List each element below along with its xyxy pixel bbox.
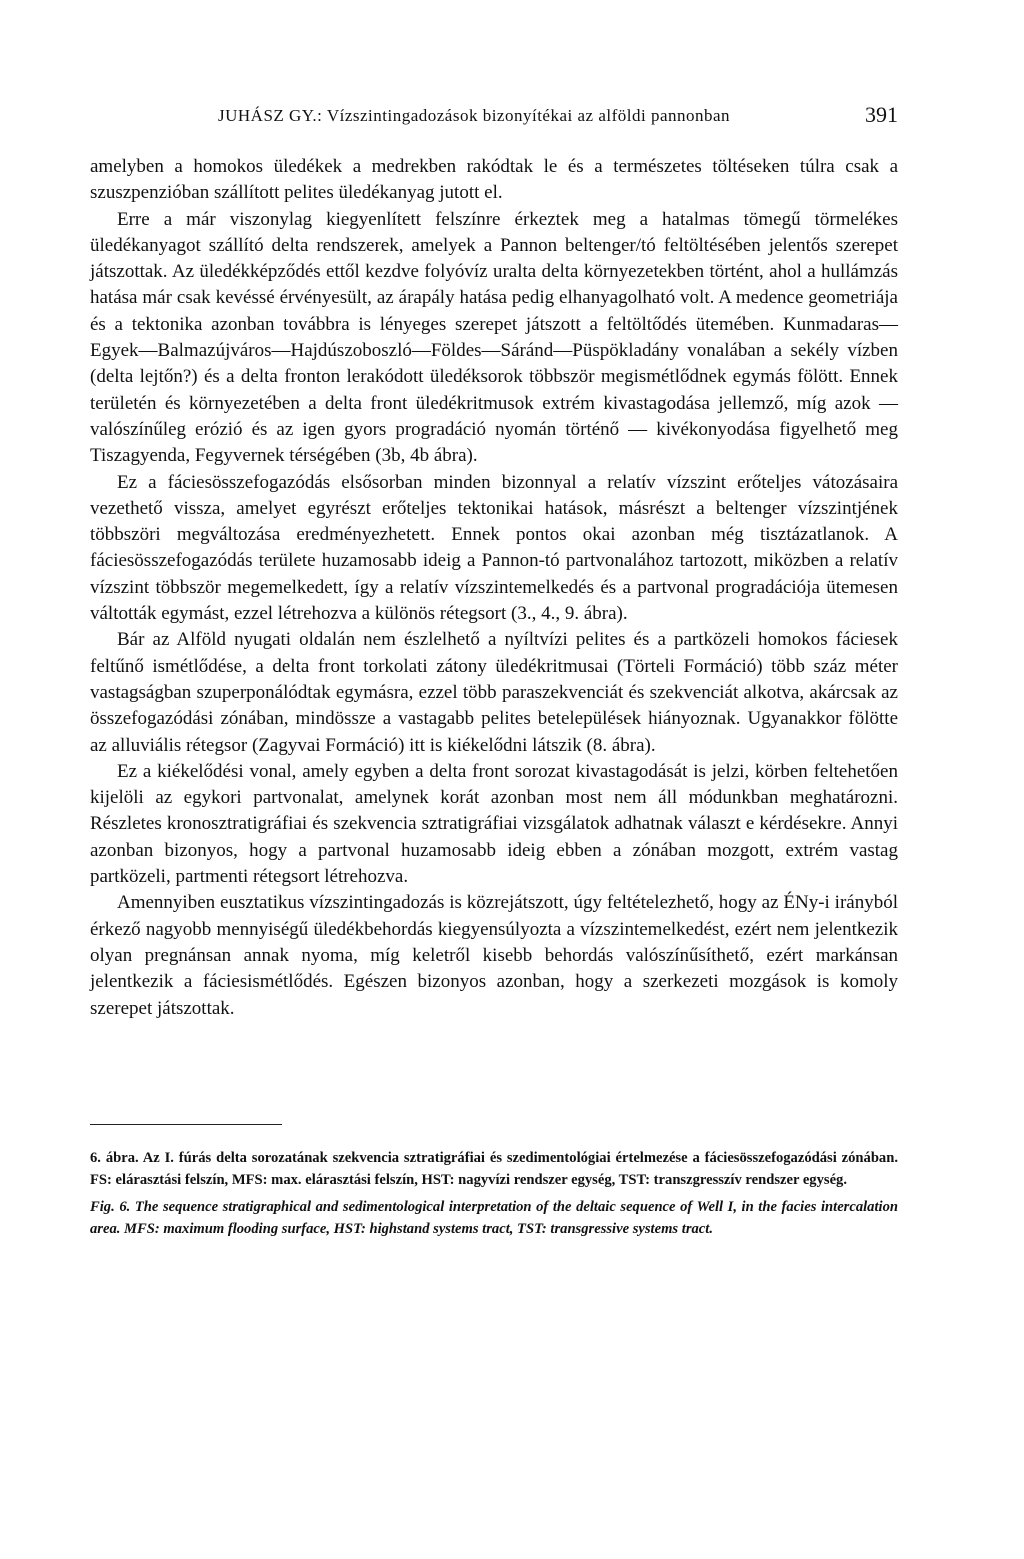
caption-divider — [90, 1124, 282, 1125]
figure-caption — [90, 1147, 898, 1241]
running-header-text — [218, 106, 730, 126]
page-number: 391 — [865, 102, 898, 127]
header-title: Vízszintingadozások bizonyítékai az alföldi pannonban — [326, 106, 731, 125]
caption-hungarian: 6. ábra. Az I. fúrás delta sorozatának szekvencia sztratigráfiai és szedimentológiai értelmezése a fáciesösszefogazódási zónában. FS: elárasztási felszín, MFS: max. elárasztási felszín, HST: nagyvízi rendszer egység, TST: transzgresszív rendszer egység. — [90, 1149, 898, 1189]
paragraph-eustatic: Amennyiben eusztatikus vízszintingadozás is közrejátszott, úgy feltételezhető, hogy az ÉNy-i irányból érkező nagyobb mennyiségű üledékbehordás kiegyensúlyozta a vízszintemelkedést, ezért nem jelentkezik olyan pregnánsan annak nyoma, míg keletről kisebb behordás valószínűsíthető, ezért markánsan jelentkezik a fáciesismétlődés. Egészen bizonyos azonban, hogy a szerkezeti mozgások is komoly szerepet játszottak. — [90, 892, 898, 1019]
body-text — [90, 154, 898, 1022]
paragraph-continuation: amelyben a homokos üledékek a medrekben rakódtak le és a természetes töltéseken túlra csak a szuszpenzióban szállított pelites üledékanyag jutott el. — [90, 156, 898, 204]
paragraph-delta-systems: Erre a már viszonylag kiegyenlített felszínre érkeztek meg a hatalmas tömegű törmelékes üledékanyagot szállító delta rendszerek, amelyek a Pannon beltenger/tó feltöltésében jelentős szerepet játszottak. Az üledékképződés ettől kezdve folyóvíz uralta delta környezetekben történt, ahol a hullámzás hatása már csak kevéssé érvényesült, az árapály hatása pedig elhanyagolható volt. A medence geometriája és a tektonika azonban továbbra is lényeges szerepet játszott a feltöltődés ütemében. Kunmadaras—Egyek—Balmazújváros—Hajdúszoboszló—Földes—Sáránd—Püspökladány vonalában a sekély vízben (delta lejtőn?) és a delta fronton lerakódott üledéksorok többször megismétlődnek egymás fölött. Ennek területén és környezetében a delta front üledékritmusok extrém kivastagodása jellemző, míg azok — valószínűleg erózió és az igen gyors progradáció nyomán történő — kivékonyodása figyelhető meg Tiszagyenda, Fegyvernek térségében (3b, 4b ábra). — [90, 208, 898, 467]
paragraph-pinchout-line: Ez a kiékelődési vonal, amely egyben a delta front sorozat kivastagodását is jelzi, körben feltehetően kijelöli az egykori partvonalat, amelynek korát azonban most nem áll módunkban meghatározni. Részletes kronosztratigráfiai és szekvencia sztratigráfiai vizsgálatok adhatnak választ e kérdésekre. Annyi azonban bizonyos, hogy a partvonal huzamosabb ideig ebben a zónában mozgott, extrém vastag partközeli, partmenti rétegsort létrehozva. — [90, 760, 898, 888]
header-author: JUHÁSZ GY. — [218, 106, 318, 125]
header-separator: : — [317, 106, 327, 125]
paragraph-western-alfold: Bár az Alföld nyugati oldalán nem észlelhető a nyíltvízi pelites és a partközeli homokos fáciesek feltűnő ismétlődése, a delta front torkolati zátony üledékritmusai (Törteli Formáció) több száz méter vastagságban szuperponálódtak egymásra, ezzel több paraszekvenciát és szekvenciát alkotva, akárcsak az összefogazódási zónában, mindössze a vastagabb pelites betelepülések hiányoznak. Ugyanakkor fölötte az alluviális rétegsor (Zagyvai Formáció) itt is kiékelődni látszik (8. ábra). — [90, 629, 898, 756]
journal-page — [90, 98, 898, 1241]
paragraph-facies-intercalation: Ez a fáciesösszefogazódás elsősorban minden bizonnyal a relatív vízszint erőteljes vátozásaira vezethető vissza, amelyet egyrészt erőteljes tektonikai hatások, másrészt a beltenger vízszintjének többszöri megváltozása eredményezhetett. Ennek pontos okai azonban még tisztázatlanok. A fáciesösszefogazódás területe huzamosabb ideig a Pannon-tó partvonalához tartozott, miközben a relatív vízszint többször megemelkedett, így a relatív vízszintemelkedés és a partvonal progradációja ütemesen váltották egymást, ezzel létrehozva a különös rétegsort (3., 4., 9. ábra). — [90, 471, 898, 625]
caption-english: Fig. 6. The sequence stratigraphical and sedimentological interpretation of the deltaic sequence of Well I, in the facies intercalation area. MFS: maximum flooding surface, HST: highstand systems tract, TST: transgressive systems tract. — [90, 1198, 898, 1238]
running-header — [218, 98, 898, 128]
